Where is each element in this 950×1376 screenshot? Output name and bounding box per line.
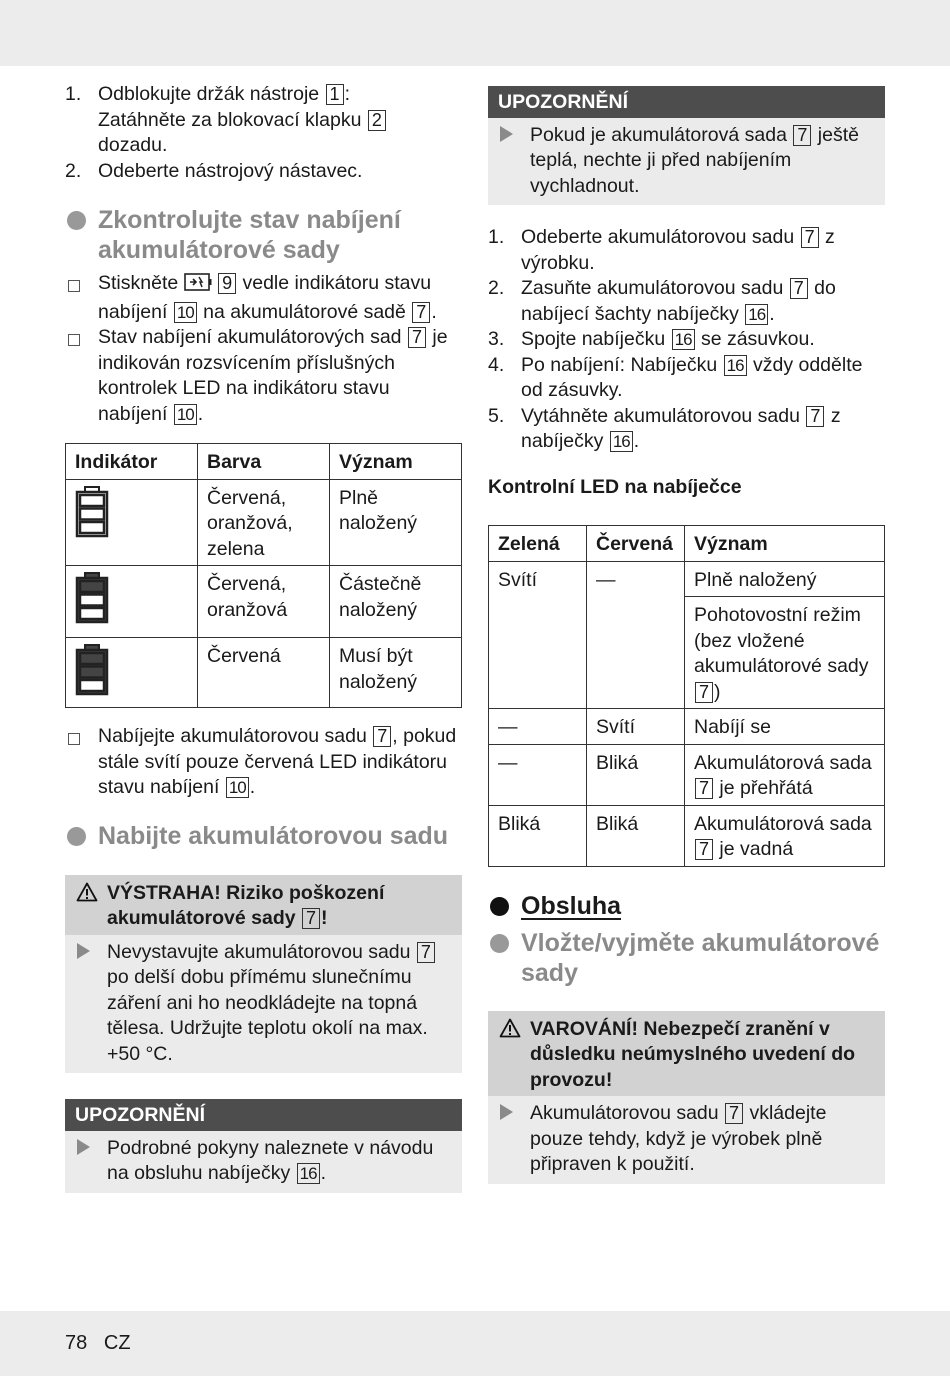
list-item: 1. Odeberte akumulátorovou sadu 7 z výrobku. <box>488 226 835 274</box>
table-header: Barva <box>198 444 330 480</box>
arrow-right-icon <box>500 126 513 142</box>
ref-box: 7 <box>695 682 713 703</box>
ref-box: 7 <box>806 406 824 427</box>
note-title: UPOZORNĚNÍ <box>488 86 885 118</box>
ref-box: 16 <box>610 431 633 452</box>
list-item: 4. Po nabíjení: Nabíječku 16 vždy oddělte od zásuvky. <box>488 353 863 401</box>
table-header: Indikátor <box>66 444 198 480</box>
ref-box: 7 <box>373 726 391 747</box>
ref-box: 1 <box>326 84 344 105</box>
ref-box: 16 <box>745 304 768 325</box>
note-box <box>65 1099 462 1193</box>
ref-box: 7 <box>790 278 808 299</box>
ref-box: 16 <box>724 355 747 376</box>
check-list <box>65 271 462 427</box>
ref-box: 7 <box>695 839 713 860</box>
warning-box <box>488 1011 885 1184</box>
list-item: 2. Zasuňte akumulátorovou sadu 7 do nabíjecí šachty nabíječky 16 . <box>488 277 836 325</box>
table-row: Červená, oranžová, zelena Plně naložený <box>66 479 462 566</box>
table-row: Červená Musí být naložený <box>66 638 462 708</box>
right-column <box>488 86 885 1184</box>
charging-steps <box>488 225 885 455</box>
ref-box: 7 <box>801 227 819 248</box>
arrow-right-icon <box>77 1139 90 1155</box>
top-band <box>0 0 950 66</box>
ref-box: 10 <box>174 302 197 323</box>
ref-box: 16 <box>672 329 695 350</box>
left-column <box>65 82 462 1193</box>
ref-box: 10 <box>226 777 249 798</box>
table-row: Bliká Bliká Akumulátorová sada 7 je vadná <box>489 805 885 866</box>
ref-box: 9 <box>218 273 236 294</box>
heading-insert-remove: Vložte/vyjměte akumulátorové sady <box>488 928 885 988</box>
ref-box: 7 <box>412 302 430 323</box>
warning-text: Akumulátorovou sadu 7 vkládejte pouze tehdy, když je výrobek plně připraven k použití. <box>488 1096 885 1184</box>
ref-box: 10 <box>174 404 197 425</box>
led-table-heading: Kontrolní LED na nabíječce <box>488 475 742 498</box>
warning-text: Nevystavujte akumulátorovou sadu 7 po delší dobu přímému slunečnímu záření ani ho neodkládejte na topná tělesa. Udržujte teplotu okolí na max. +50 °C. <box>65 935 462 1074</box>
led-table <box>488 525 885 867</box>
ref-box: 7 <box>408 327 426 348</box>
table-row: — Svítí Nabíjí se <box>489 709 885 745</box>
table-row: Svítí — Plně naložený <box>489 561 885 597</box>
warning-title: VAROVÁNÍ! Nebezpečí zranění v důsledku neúmyslného uvedení do provozu! <box>488 1011 885 1097</box>
warning-triangle-icon <box>499 1018 521 1046</box>
table-header: Význam <box>330 444 462 480</box>
battery-partial-icon <box>66 566 198 638</box>
table-row: — Bliká Akumulátorová sada 7 je přehřátá <box>489 744 885 805</box>
charge-state-table <box>65 443 462 708</box>
page-footer <box>65 1331 131 1357</box>
list-item: 5. Vytáhněte akumulátorovou sadu 7 z nabíječky 16 . <box>488 404 841 452</box>
charge-hint-list <box>65 724 462 801</box>
ref-box: 7 <box>695 778 713 799</box>
list-item: Stav nabíjení akumulátorových sad 7 je indikován rozsvícením příslušných kontrolek LED na indikátoru stavu nabíjení 10 . <box>65 325 462 427</box>
table-header: Význam <box>685 526 885 562</box>
list-item: 2. Odeberte nástrojový nástavec. <box>65 159 363 182</box>
table-row: Pohotovostní režim (bez vložené akumulátorové sady 7 ) <box>489 597 885 709</box>
ref-box: 7 <box>793 125 811 146</box>
table-header: Červená <box>587 526 685 562</box>
bottom-band <box>0 1311 950 1376</box>
removal-steps <box>65 82 462 184</box>
warning-triangle-icon <box>76 882 98 910</box>
ref-box: 2 <box>368 110 386 131</box>
arrow-right-icon <box>77 943 90 959</box>
heading-charge: Nabijte akumulátorovou sadu <box>65 821 462 851</box>
page-number: 78 <box>65 1332 88 1354</box>
battery-full-icon <box>66 479 198 566</box>
table-row: Červená, oranžová Částečně naložený <box>66 566 462 638</box>
table-header: Zelená <box>489 526 587 562</box>
note-text: Pokud je akumulátorová sada 7 ještě teplá, nechte ji před nabíjením vychladnout. <box>488 118 885 206</box>
note-title: UPOZORNĚNÍ <box>65 1099 462 1131</box>
ref-box: 16 <box>297 1163 320 1184</box>
note-box <box>488 86 885 205</box>
arrow-right-icon <box>500 1104 513 1120</box>
charge-indicator-button-icon <box>184 272 212 300</box>
list-item: 1. Odblokujte držák nástroje 1 : Zatáhněte za blokovací klapku 2 dozadu. <box>65 82 462 159</box>
ref-box: 7 <box>417 942 435 963</box>
list-item: Nabíjejte akumulátorovou sadu 7 , pokud stále svítí pouze červená LED indikátoru stavu nabíjení 10 . <box>65 724 462 801</box>
list-item: Stiskněte 9 vedle indikátoru stavu nabíjení 10 na akumulátorové sadě 7 . <box>65 271 462 325</box>
ref-box: 7 <box>302 908 320 929</box>
language-code: CZ <box>103 1332 131 1354</box>
ref-box: 7 <box>725 1103 743 1124</box>
heading-operation: Obsluha <box>488 891 885 921</box>
warning-box <box>65 875 462 1074</box>
heading-check-charge: Zkontrolujte stav nabíjení akumulátorové sady <box>65 205 462 265</box>
list-item: 3. Spojte nabíječku 16 se zásuvkou. <box>488 328 815 350</box>
warning-title: VÝSTRAHA! Riziko poškození akumulátorové sady 7 ! <box>65 875 462 935</box>
battery-low-icon <box>66 638 198 708</box>
note-text: Podrobné pokyny naleznete v návodu na obsluhu nabíječky 16 . <box>65 1131 462 1193</box>
